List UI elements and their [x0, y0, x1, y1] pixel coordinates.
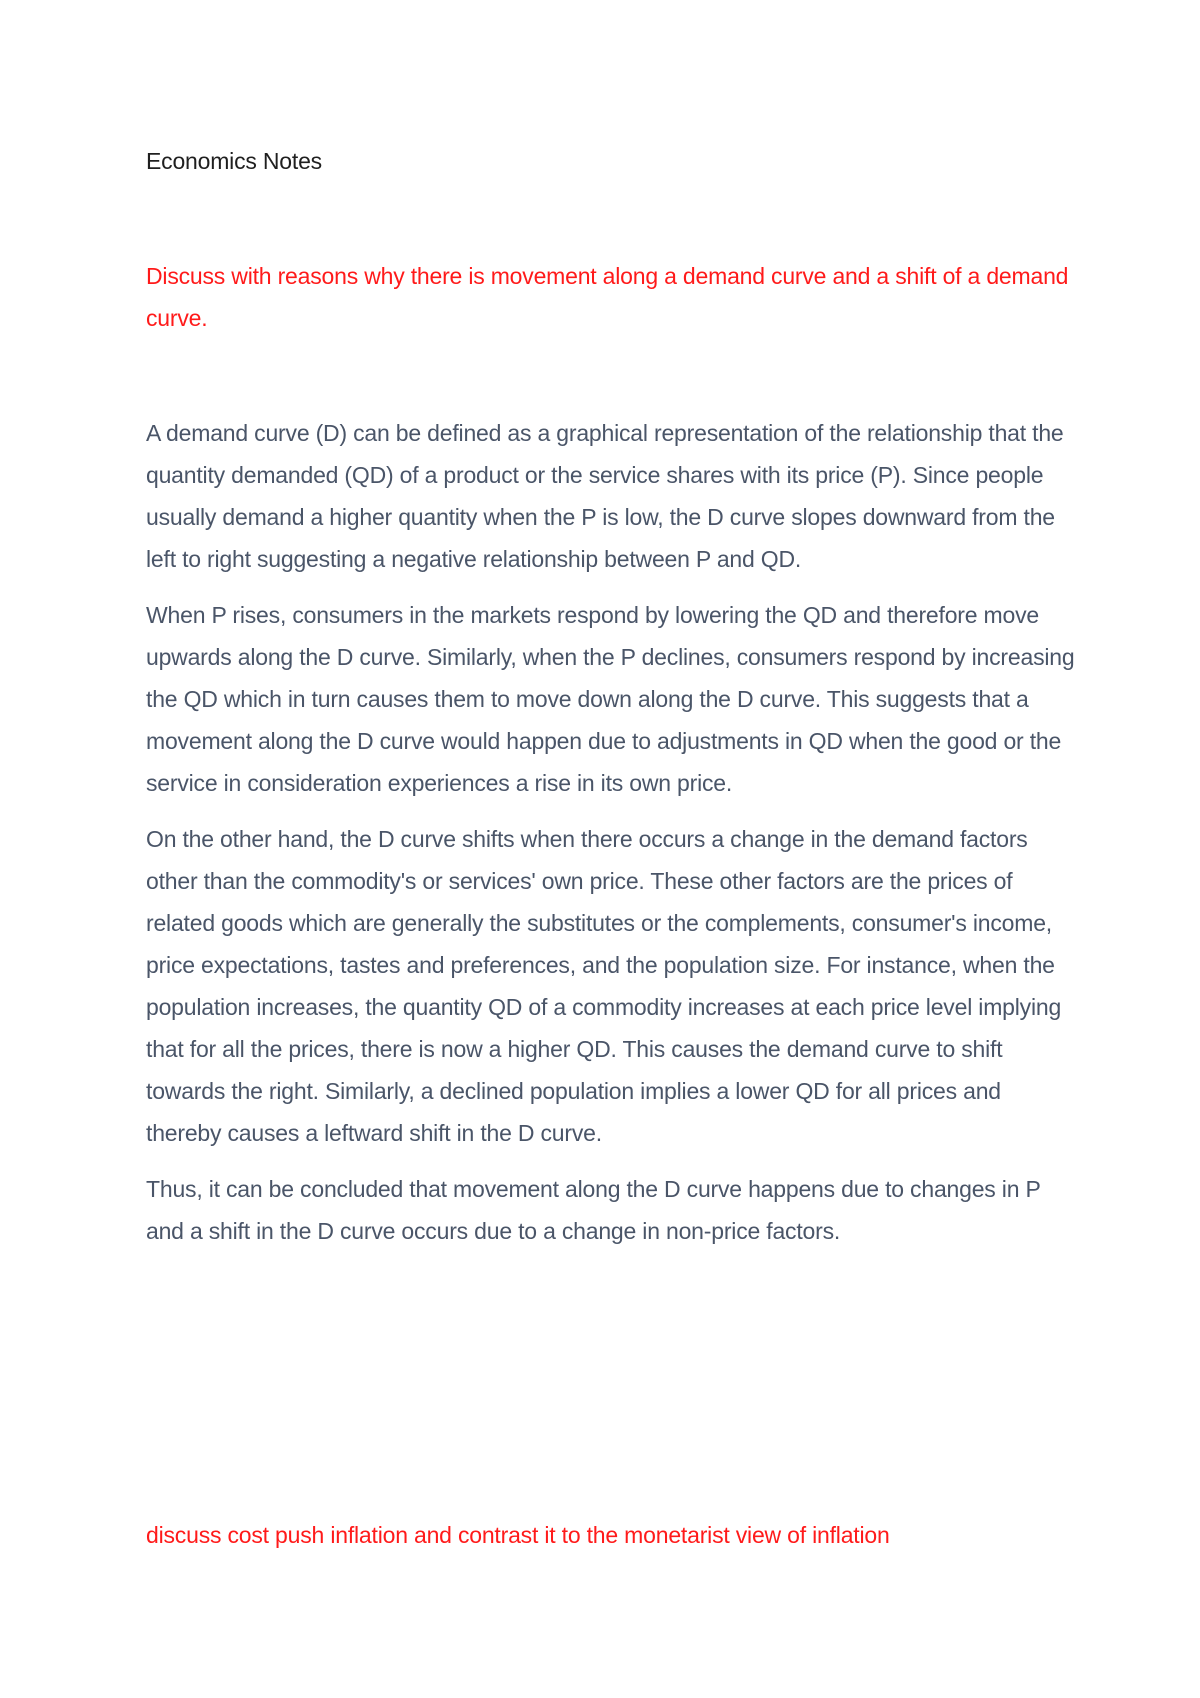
- paragraph-2: When P rises, consumers in the markets respond by lowering the QD and therefore move upwards along the D curve. Similarly, when the P declines, consumers respond by increasing the QD which in turn causes them to move down along the D curve. This suggests that a movement along the D curve would happen due to adjustments in QD when the good or the service in consideration experiences a rise in its own price.: [146, 602, 1075, 796]
- document-content: [146, 140, 1076, 1252]
- question-1: Discuss with reasons why there is movement along a demand curve and a shift of a demand curve.: [146, 263, 1069, 331]
- paragraph-4: Thus, it can be concluded that movement along the D curve happens due to changes in P and a shift in the D curve occurs due to a change in non-price factors.: [146, 1176, 1041, 1244]
- paragraph-1: A demand curve (D) can be defined as a graphical representation of the relationship that the quantity demanded (QD) of a product or the service shares with its price (P). Since people usually demand a higher quantity when the P is low, the D curve slopes downward from the left to right suggesting a negative relationship between P and QD.: [146, 420, 1064, 572]
- document-title: Economics Notes: [146, 148, 322, 174]
- paragraph-3: On the other hand, the D curve shifts when there occurs a change in the demand factors other than the commodity's or services' own price. These other factors are the prices of related goods which are generally the substitutes or the complements, consumer's income, price expectations, tastes and preferences, and the population size. For instance, when the population increases, the quantity QD of a commodity increases at each price level implying that for all the prices, there is now a higher QD. This causes the demand curve to shift towards the right. Similarly, a declined population implies a lower QD for all prices and thereby causes a leftward shift in the D curve.: [146, 826, 1062, 1146]
- question-2: discuss cost push inflation and contrast it to the monetarist view of inflation: [146, 1522, 890, 1548]
